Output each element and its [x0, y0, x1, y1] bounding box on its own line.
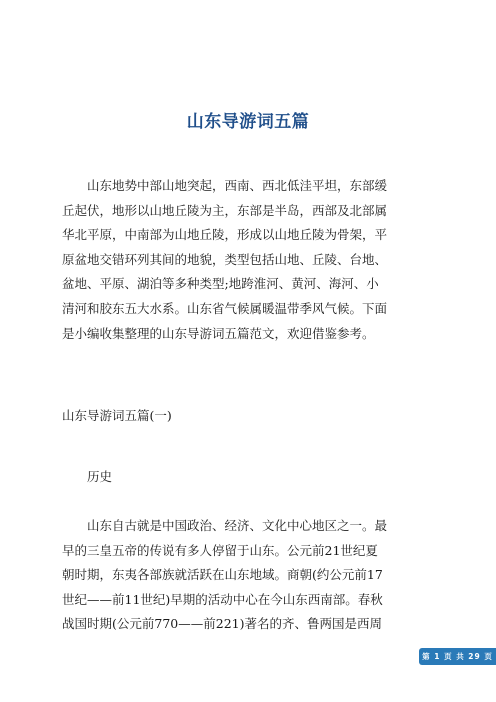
intro-line: 华北平原，中南部为山地丘陵，形成以山地丘陵为骨架，平 [62, 227, 388, 243]
history-paragraph [62, 514, 434, 637]
history-line: 山东自古就是中国政治、经济、文化中心地区之一。最 [62, 518, 388, 533]
intro-line: 原盆地交错环列其间的地貌，类型包括山地、丘陵、台地、 [62, 251, 388, 267]
section-heading: 山东导游词五篇(一) [62, 408, 172, 423]
intro-paragraph [62, 174, 434, 346]
intro-line: 清河和胶东五大水系。山东省气候属暖温带季风气候。下面 [62, 300, 388, 316]
subheading-history: 历史 [62, 469, 113, 484]
history-line: 早的三皇五帝的传说有多人停留于山东。公元前21世纪夏 [62, 542, 378, 558]
page-indicator-badge: 第 1 页 共 29 页 [419, 648, 496, 665]
history-line: 世纪——前11世纪)早期的活动中心在今山东西南部。春秋 [62, 591, 383, 607]
intro-line: 是小编收集整理的山东导游词五篇范文，欢迎借鉴参考。 [62, 325, 375, 341]
intro-line: 山东地势中部山地突起，西南、西北低洼平坦，东部缓 [62, 178, 388, 193]
history-line: 朝时期，东夷各部族就活跃在山东地域。商朝(约公元前17 [62, 567, 383, 583]
intro-line: 盆地、平原、湖泊等多种类型;地跨淮河、黄河、海河、小 [62, 276, 379, 292]
history-line: 战国时期(公元前770——前221)著名的齐、鲁两国是西周 [62, 616, 382, 632]
intro-line: 丘起伏，地形以山地丘陵为主，东部是半岛，西部及北部属 [62, 202, 388, 218]
document-title: 山东导游词五篇 [186, 112, 310, 132]
